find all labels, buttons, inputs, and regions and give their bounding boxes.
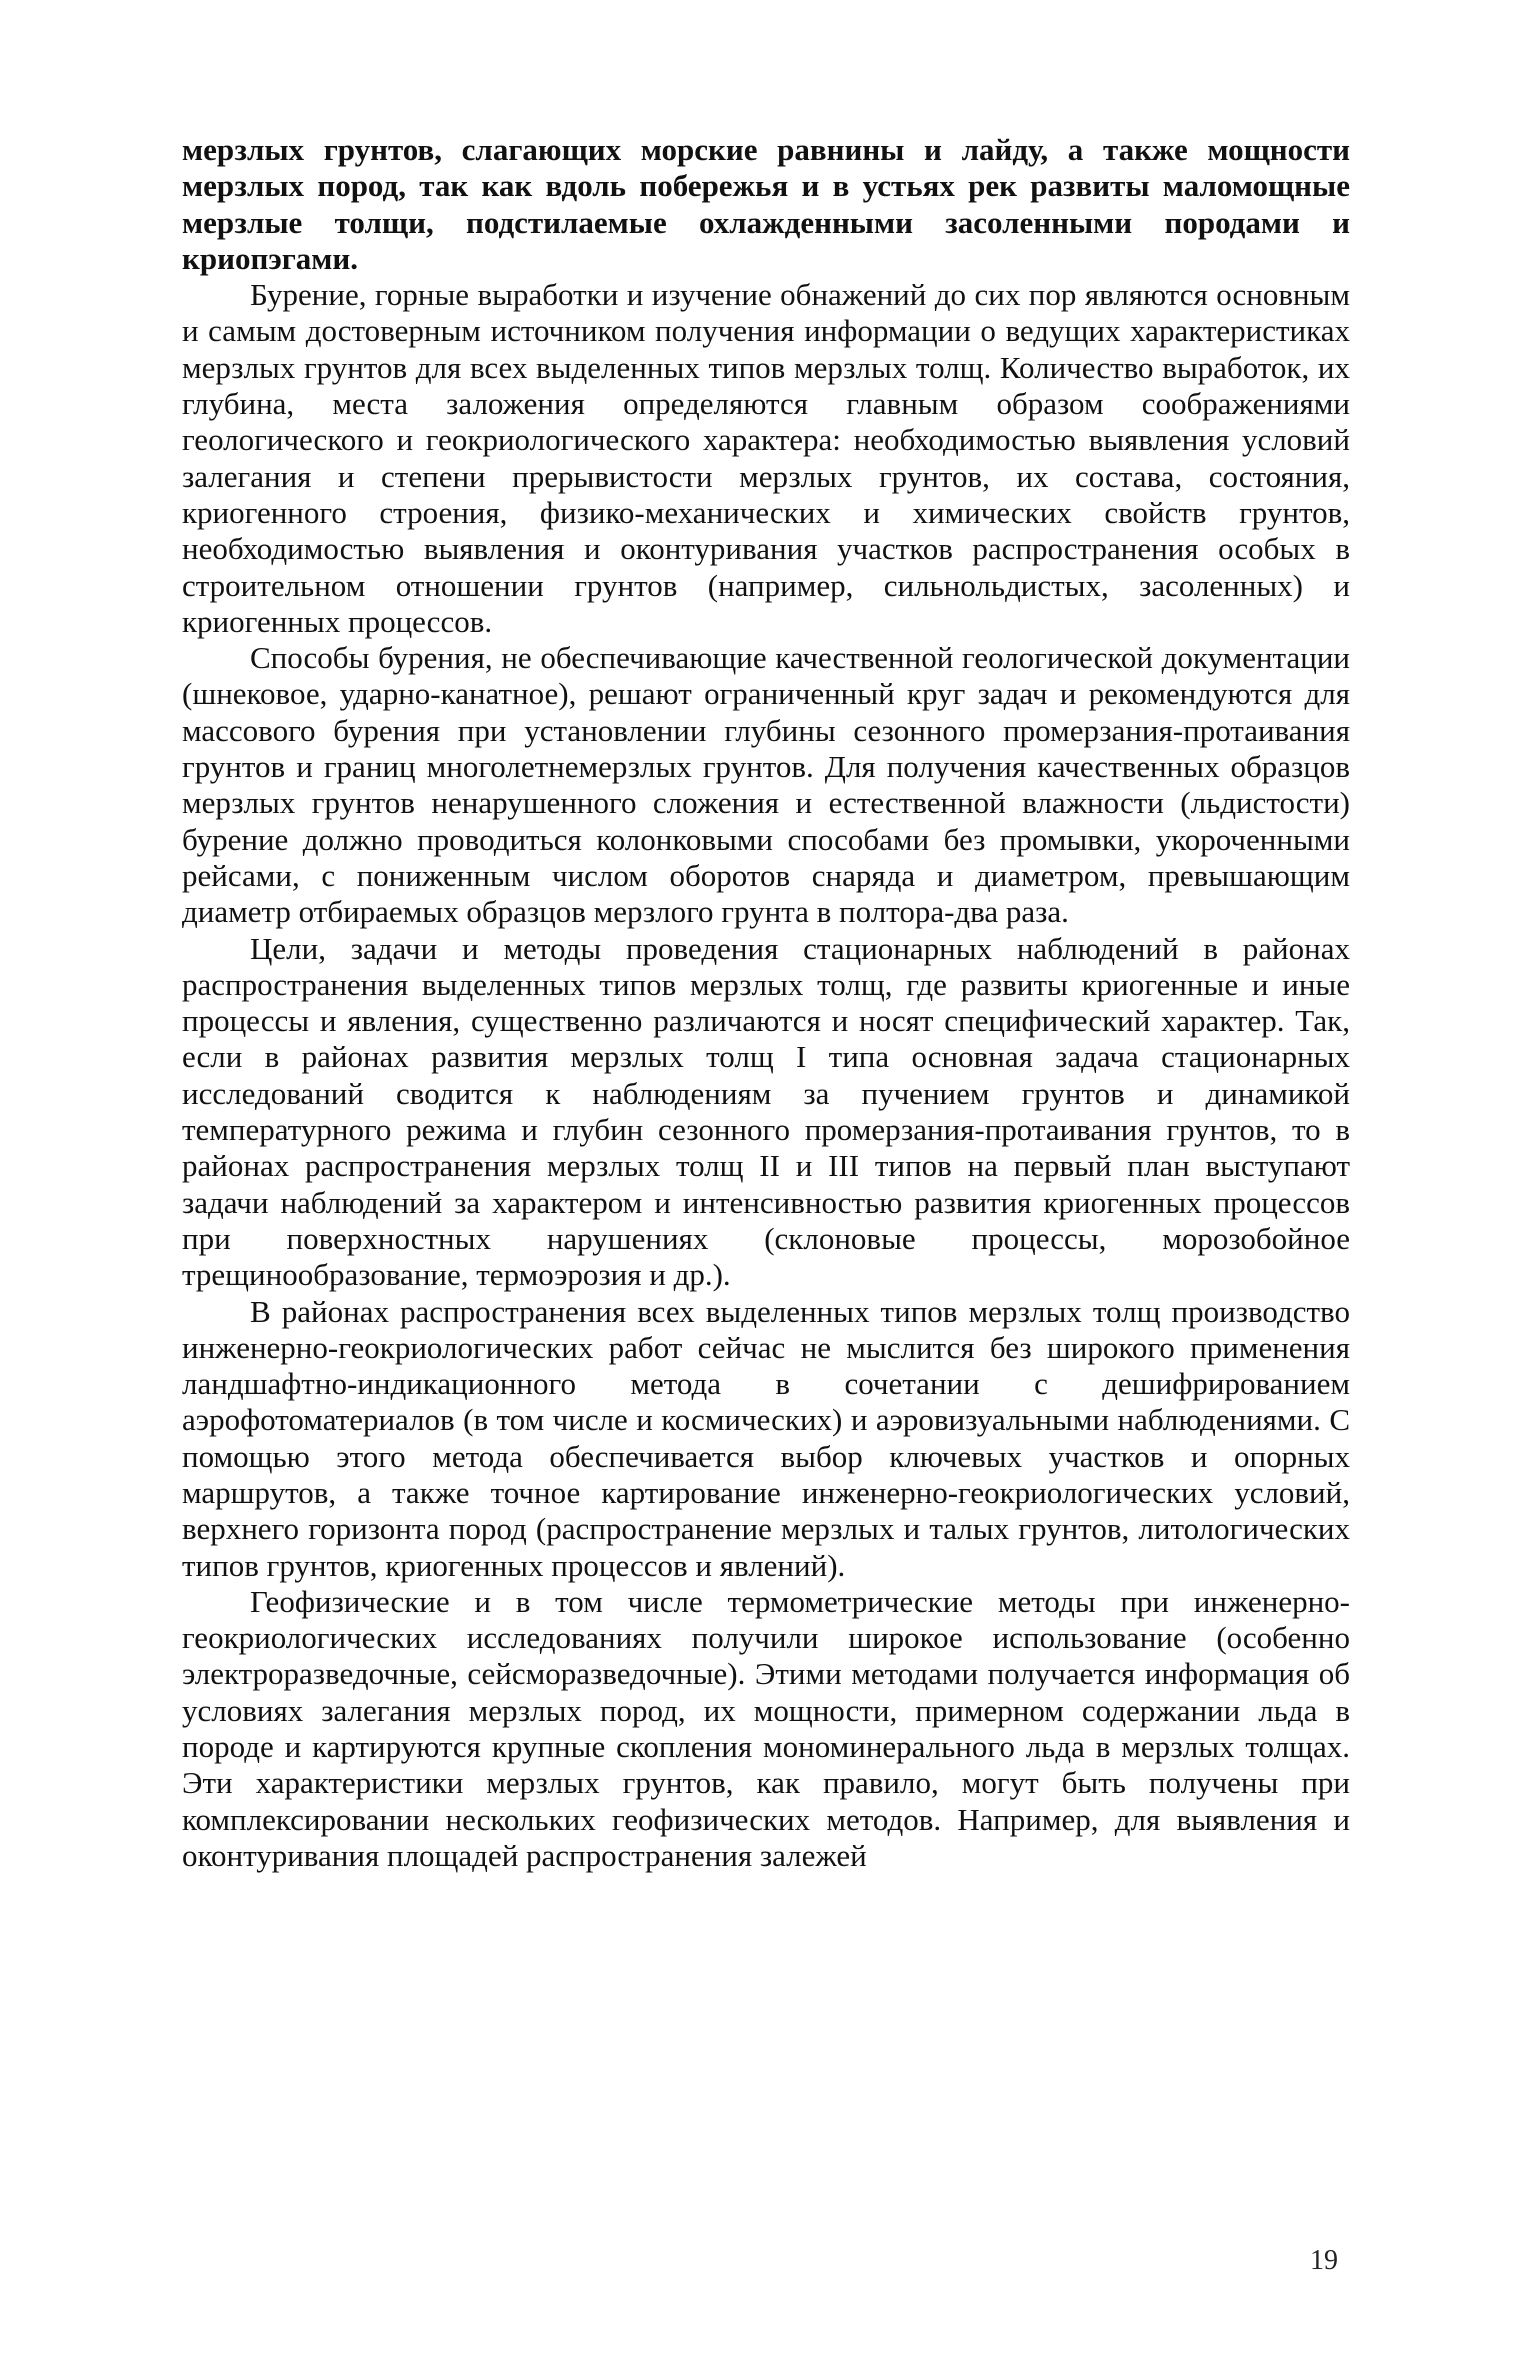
- paragraph-1: мерзлых грунтов, слагающих морские равнины и лайду, а также мощности мерзлых пород, так как вдоль побережья и в устьях рек развиты маломощные мерзлые толщи, подстилаемые охлажденными засоленными породами и криопэгами.: [182, 132, 1350, 276]
- paragraph-4: Цели, задачи и методы проведения стационарных наблюдений в районах распространения выделенных типов мерзлых толщ, где развиты криогенные и иные процессы и явления, существенно различаются и носят специфический характер. Так, если в районах развития мерзлых толщ I типа основная задача стационарных исследований сводится к наблюдениям за пучением грунтов и динамикой температурного режима и глубин сезонного промерзания-протаивания грунтов, то в районах распространения мерзлых толщ II и III типов на первый план выступают задачи наблюдений за характером и интенсивностью развития криогенных процессов при поверхностных нарушениях (склоновые процессы, морозобойное трещинообразование, термоэрозия и др.).: [182, 930, 1350, 1293]
- paragraph-6: Геофизические и в том числе термометрические методы при инженерно-геокриологических исследованиях получили широкое использование (особенно электроразведочные, сейсморазведочные). Этими методами получается информация об условиях залегания мерзлых пород, их мощности, примерном содержании льда в породе и картируются крупные скопления мономинерального льда в мерзлых толщах. Эти характеристики мерзлых грунтов, как правило, могут быть получены при комплексировании нескольких геофизических методов. Например, для выявления и оконтуривания площадей распространения залежей: [182, 1583, 1350, 1873]
- paragraph-3: Способы бурения, не обеспечивающие качественной геологической документации (шнековое, ударно-канатное), решают ограниченный круг задач и рекомендуются для массового бурения при установлении глубины сезонного промерзания-протаивания грунтов и границ многолетнемерзлых грунтов. Для получения качественных образцов мерзлых грунтов ненарушенного сложения и естественной влажности (льдистости) бурение должно проводиться колонковыми способами без промывки, укороченными рейсами, с пониженным числом оборотов снаряда и диаметром, превышающим диаметр отбираемых образцов мерзлого грунта в полтора-два раза.: [182, 640, 1350, 930]
- paragraph-5: В районах распространения всех выделенных типов мерзлых толщ производство инженерно-геокриологических работ сейчас не мыслится без широкого применения ландшафтно-индикационного метода в сочетании с дешифрированием аэрофотоматериалов (в том числе и космических) и аэровизуальными наблюдениями. С помощью этого метода обеспечивается выбор ключевых участков и опорных маршрутов, а также точное картирование инженерно-геокриологических условий, верхнего горизонта пород (распространение мерзлых и талых грунтов, литологических типов грунтов, криогенных процессов и явлений).: [182, 1293, 1350, 1583]
- paragraph-2: Бурение, горные выработки и изучение обнажений до сих пор являются основным и самым достоверным источником получения информации о ведущих характеристиках мерзлых грунтов для всех выделенных типов мерзлых толщ. Количество выработок, их глубина, места заложения определяются главным образом соображениями геологического и геокриологического характера: необходимостью выявления условий залегания и степени прерывистости мерзлых грунтов, их состава, состояния, криогенного строения, физико-механических и химических свойств грунтов, необходимостью выявления и оконтуривания участков распространения особых в строительном отношении грунтов (например, сильнольдистых, засоленных) и криогенных процессов.: [182, 277, 1350, 639]
- body-text: [182, 132, 1350, 1874]
- page-number: 19: [1310, 2245, 1338, 2276]
